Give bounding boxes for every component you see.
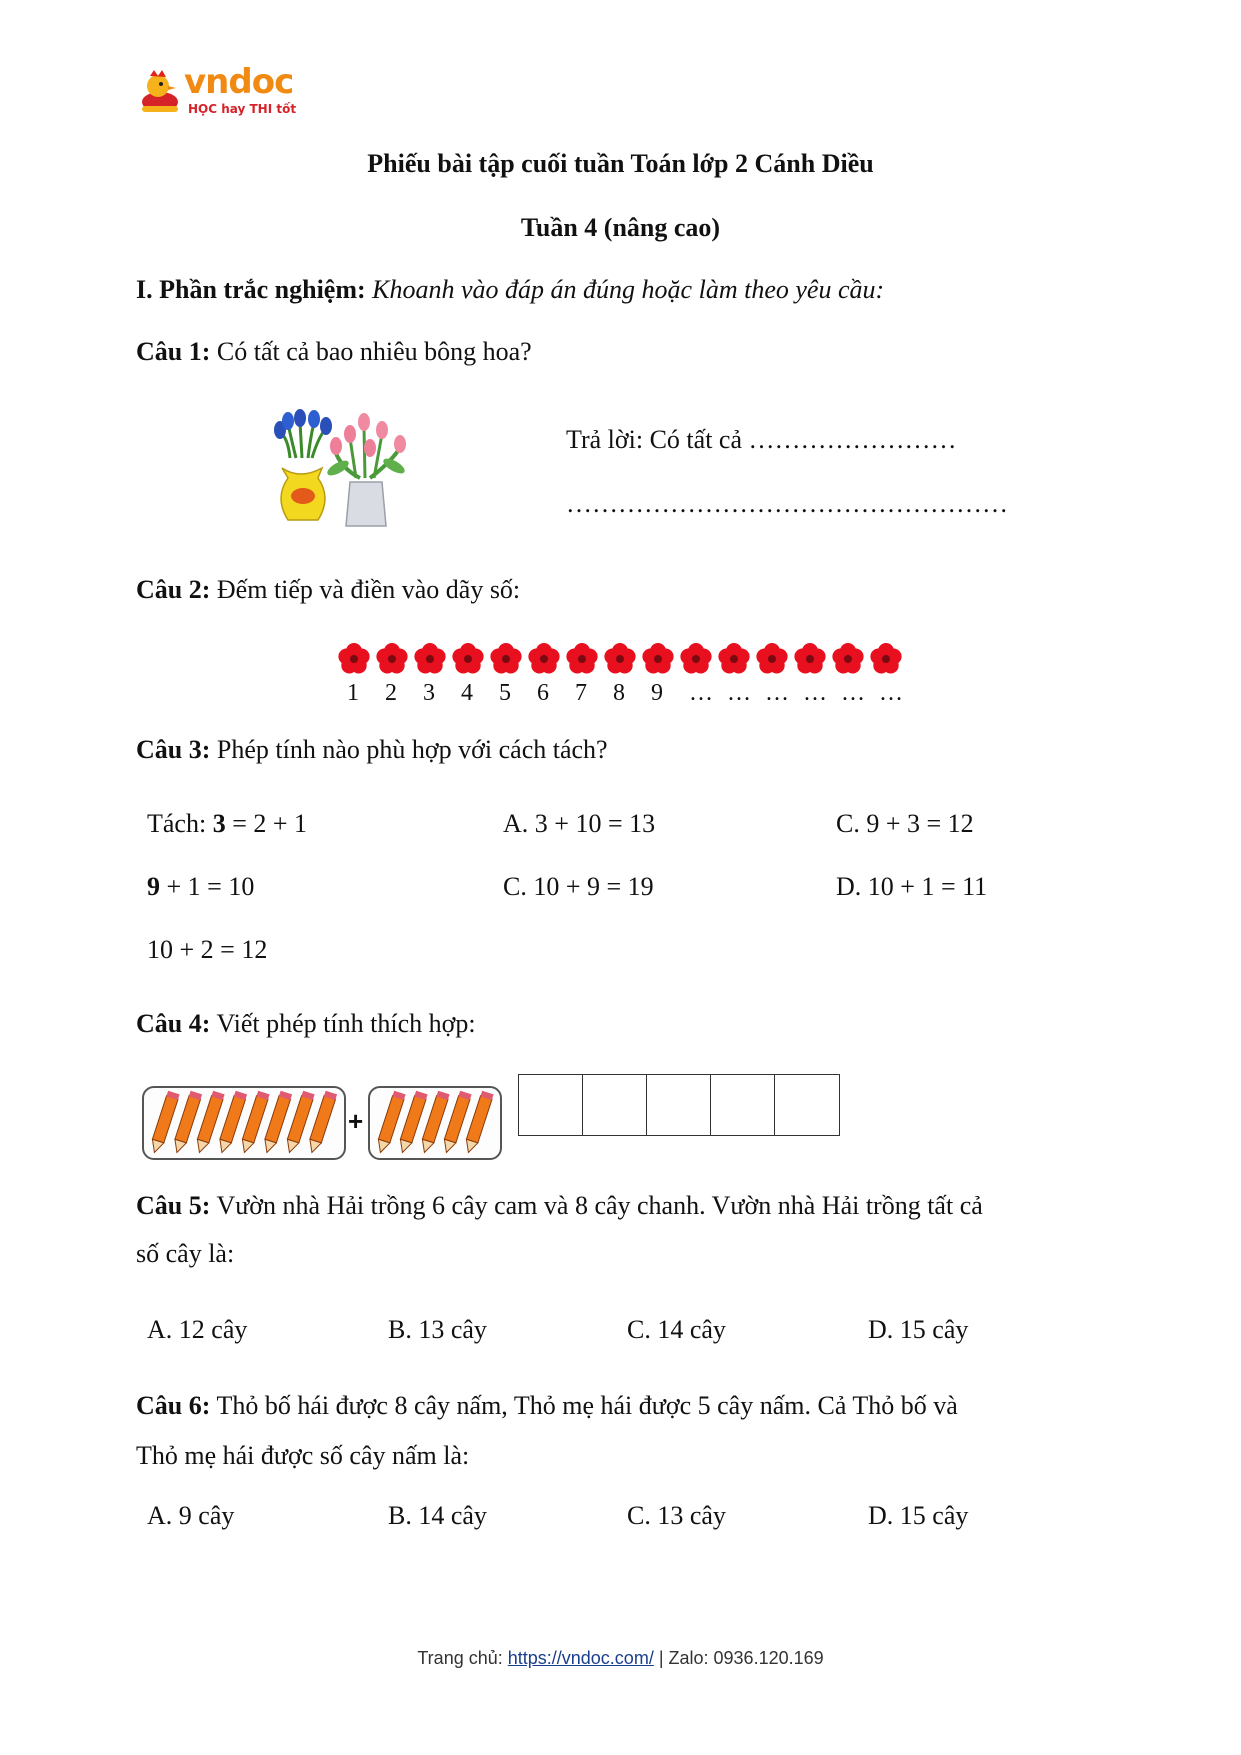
section-heading xyxy=(136,274,884,305)
question-1 xyxy=(136,336,532,367)
section-instruction: Khoanh vào đáp án đúng hoặc làm theo yêu cầu: xyxy=(372,275,885,304)
option-d[interactable]: D. 10 + 1 = 11 xyxy=(836,872,988,901)
red-flower-icon xyxy=(490,643,521,673)
page-title: Phiếu bài tập cuối tuần Toán lớp 2 Cánh Diều xyxy=(367,149,874,178)
question-4 xyxy=(136,1008,476,1039)
red-flower-icon xyxy=(604,643,635,673)
question-label: Câu 4: xyxy=(136,1009,211,1038)
question-5-cont: số cây là: xyxy=(136,1239,235,1268)
red-flower-icon xyxy=(452,643,483,673)
sequence-number: 3 xyxy=(423,680,435,706)
pencils-left-icon xyxy=(144,1088,344,1158)
q3-line-3: 10 + 2 = 12 xyxy=(147,935,268,964)
question-6 xyxy=(136,1390,958,1421)
q5-option-a[interactable]: A. 12 cây xyxy=(147,1315,248,1344)
red-flower-icon xyxy=(338,643,369,673)
q1-answer-line-1: Trả lời: Có tất cả …………………… xyxy=(566,425,957,454)
sequence-number: 9 xyxy=(651,680,663,706)
red-flower-icon xyxy=(718,643,749,673)
question-text: Viết phép tính thích hợp: xyxy=(216,1009,476,1038)
q6-option-c[interactable]: C. 13 cây xyxy=(627,1501,726,1530)
logo-tagline: HỌC hay THI tốt xyxy=(188,102,297,116)
sequence-number: 2 xyxy=(385,680,397,706)
red-flower-icon xyxy=(642,643,673,673)
sequence-number: … xyxy=(765,680,789,706)
rooster-mascot-icon xyxy=(136,68,184,118)
answer-box-3[interactable] xyxy=(646,1074,712,1136)
question-label: Câu 3: xyxy=(136,735,211,764)
q6-option-d[interactable]: D. 15 cây xyxy=(868,1501,969,1530)
footer-prefix: Trang chủ: xyxy=(417,1648,508,1668)
sequence-number: … xyxy=(727,680,751,706)
q3-line2-bold: 9 xyxy=(147,872,160,901)
question-label: Câu 2: xyxy=(136,575,211,604)
question-text: Đếm tiếp và điền vào dãy số: xyxy=(216,575,521,604)
q6-option-b[interactable]: B. 14 cây xyxy=(388,1501,487,1530)
blue-tulip-vase-icon xyxy=(274,409,332,520)
q1-answer-line-2: …………………………………………… xyxy=(566,489,1008,518)
sequence-number: … xyxy=(841,680,865,706)
homepage-link[interactable]: https://vndoc.com/ xyxy=(507,1648,654,1668)
split-number: 3 xyxy=(212,809,226,838)
red-flower-icon xyxy=(794,643,825,673)
question-text: Vườn nhà Hải trồng 6 cây cam và 8 cây chanh. Vườn nhà Hải trồng tất cả xyxy=(216,1191,983,1220)
vndoc-logo xyxy=(136,62,306,124)
split-expression xyxy=(147,808,307,839)
red-flower-icon xyxy=(528,643,559,673)
question-2 xyxy=(136,574,520,605)
q6-option-a[interactable]: A. 9 cây xyxy=(147,1501,235,1530)
red-flower-icon xyxy=(376,643,407,673)
question-text: Thỏ bố hái được 8 cây nấm, Thỏ mẹ hái được 5 cây nấm. Cả Thỏ bố và xyxy=(216,1391,958,1420)
question-text: Phép tính nào phù hợp với cách tách? xyxy=(216,735,608,764)
question-label: Câu 6: xyxy=(136,1391,211,1420)
q3-line-2 xyxy=(147,871,254,902)
q3-line2-rest: + 1 = 10 xyxy=(160,872,255,901)
question-text: Có tất cả bao nhiêu bông hoa? xyxy=(216,337,532,366)
page-subtitle: Tuần 4 (nâng cao) xyxy=(520,213,721,242)
split-rest: = 2 + 1 xyxy=(225,809,308,838)
flower-vases-image xyxy=(270,408,430,532)
red-flower-icon xyxy=(870,643,901,673)
sequence-number: 5 xyxy=(499,680,511,706)
question-label: Câu 5: xyxy=(136,1191,211,1220)
option-c-2[interactable]: C. 10 + 9 = 19 xyxy=(503,872,654,901)
red-flower-row xyxy=(336,642,916,676)
q5-option-b[interactable]: B. 13 cây xyxy=(388,1315,487,1344)
answer-box-2[interactable] xyxy=(582,1074,648,1136)
sequence-number: … xyxy=(689,680,713,706)
option-a[interactable]: A. 3 + 10 = 13 xyxy=(503,809,656,838)
sequence-number: 4 xyxy=(461,680,473,706)
pink-tulip-pot-icon xyxy=(325,413,407,526)
plus-sign: + xyxy=(348,1106,364,1136)
red-flower-icon xyxy=(414,643,445,673)
pencils-right-icon xyxy=(370,1088,500,1158)
sequence-number: … xyxy=(803,680,827,706)
question-6-cont: Thỏ mẹ hái được số cây nấm là: xyxy=(136,1441,470,1470)
logo-wordmark: vndoc xyxy=(184,62,294,102)
sequence-number: 6 xyxy=(537,680,549,706)
red-flower-icon xyxy=(566,643,597,673)
sequence-number: 7 xyxy=(575,680,587,706)
question-3 xyxy=(136,734,608,765)
question-5 xyxy=(136,1190,983,1221)
section-title: I. Phần trắc nghiệm: xyxy=(136,275,366,304)
sequence-number: 1 xyxy=(347,680,359,706)
answer-box-5[interactable] xyxy=(774,1074,840,1136)
footer-contact: | Zalo: 0936.120.169 xyxy=(653,1648,824,1668)
sequence-number: 8 xyxy=(613,680,625,706)
page-footer xyxy=(0,1648,1241,1669)
question-label: Câu 1: xyxy=(136,337,211,366)
q5-option-c[interactable]: C. 14 cây xyxy=(627,1315,726,1344)
answer-box-4[interactable] xyxy=(710,1074,776,1136)
split-prefix: Tách: xyxy=(147,809,213,838)
red-flower-icon xyxy=(832,643,863,673)
answer-box-1[interactable] xyxy=(518,1074,584,1136)
red-flower-icon xyxy=(680,643,711,673)
option-c-1[interactable]: C. 9 + 3 = 12 xyxy=(836,809,974,838)
sequence-number: … xyxy=(879,680,903,706)
pencil-icon xyxy=(149,1091,180,1155)
pencil-group-left xyxy=(142,1086,346,1160)
pencil-group-right xyxy=(368,1086,502,1160)
q5-option-d[interactable]: D. 15 cây xyxy=(868,1315,969,1344)
number-sequence xyxy=(336,680,936,710)
red-flower-icon xyxy=(756,643,787,673)
